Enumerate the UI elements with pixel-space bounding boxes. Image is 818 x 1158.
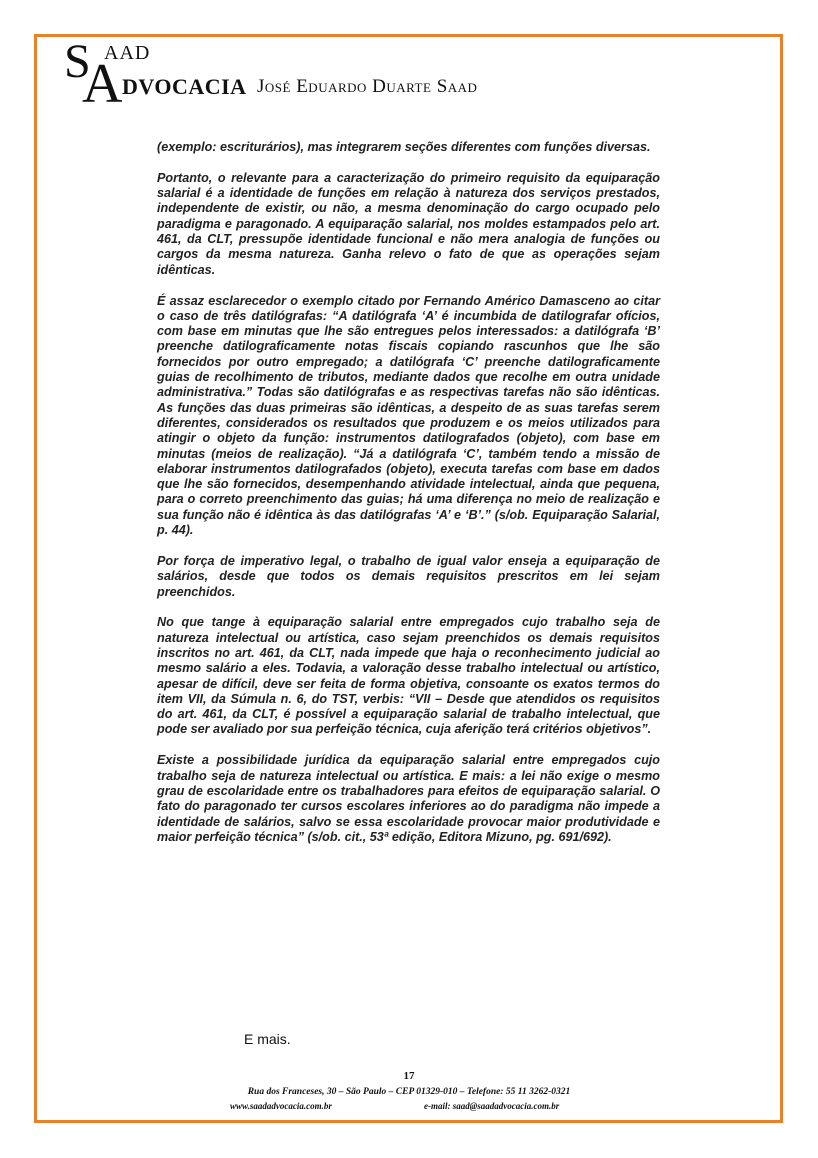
page-number: 17 <box>403 1070 415 1082</box>
logo-monogram-s: S <box>64 35 91 88</box>
letterhead-logo <box>64 35 624 115</box>
footer-email: e-mail: saad@saadadvocacia.com.br <box>424 1101 560 1111</box>
paragraph: (exemplo: escriturários), mas integrarem seções diferentes com funções diversas. <box>157 140 651 154</box>
logo-saad: AAD <box>104 42 151 64</box>
logo-lawyer-name: José Eduardo Duarte Saad <box>257 76 478 97</box>
paragraph: Por força de imperativo legal, o trabalho de igual valor enseja a equiparação de salários, desde que todos os demais requisitos prescritos em lei sejam preenchidos. <box>157 553 660 599</box>
paragraph: Existe a possibilidade jurídica da equiparação salarial entre empregados cujo trabalho seja de natureza intelectual ou artística. E mais: a lei não exige o mesmo grau de escolaridade entre os trabalhadores para efeitos de equiparação salarial. O fato do paragonado ter cursos escolares inferiores ao do paradigma não impede a identidade de salários, salvo se essa escolaridade provocar maior produtividade e maior perfeição técnica” (s/ob. cit., 53ª edição, Editora Mizuno, pg. 691/692). <box>157 753 660 844</box>
paragraph: É assaz esclarecedor o exemplo citado por Fernando Américo Damasceno ao citar o caso de três datilógrafas: “A datilógrafa ‘A’ é incumbida de datilografar ofícios, com base em minutas que lhe são entregues pelos interessados: a datilógrafa ‘B’ preenche datilograficamente notas fiscais copiando rascunhos que lhe são fornecidos por outro empregado; a datilógrafa ‘C’ preenche datilograficamente guias de recolhimento de tributos, mediante dados que recolhe em outra unidade administrativa.” Todas são datilógrafas e as respectivas tarefas não são idênticas. As funções das duas primeiras são idênticas, a despeito de as suas tarefas serem diferentes, considerados os resultados que produzem e os meios utilizados para atingir o objeto da função: instrumentos datilografados (objeto), com base em minutas (meios de realização). “Já a datilógrafa ‘C’, também tendo a missão de elaborar instrumentos datilografados (objeto), executa tarefas com base em dados que lhe são fornecidos, desempenhando atividade intelectual, ainda que pequena, para o correto preenchimento das guias; há uma diferença no meio de realização e sua função não é idêntica às das datilógrafas ‘A’ e ‘B’.” (s/ob. Equiparação Salarial, p. 44). <box>157 293 660 538</box>
footer-address: Rua dos Franceses, 30 – São Paulo – CEP 01329-010 – Telefone: 55 11 3262-0321 <box>247 1087 571 1097</box>
logo-firm-name: DVOCACIA <box>122 74 247 99</box>
paragraph: Portanto, o relevante para a caracterização do primeiro requisito da equiparação salarial é a identidade de funções em relação à natureza dos serviços prestados, independente de existir, ou não, a mesma denominação do cargo ocupado pelo paradigma e paragonado. A equiparação salarial, nos moldes estampados pelo art. 461, da CLT, pressupõe identidade funcional e não mera analogia de funções ou cargos da mesma natureza. Ganha relevo o fato de que as operações sejam idênticas. <box>157 170 660 277</box>
document-body <box>157 140 660 861</box>
logo-monogram-a: A <box>82 53 123 115</box>
footer-website: www.saadadvocacia.com.br <box>230 1101 332 1111</box>
closing-text: E mais. <box>244 1031 291 1047</box>
paragraph: No que tange à equiparação salarial entre empregados cujo trabalho seja de natureza intelectual ou artística, caso sejam preenchidos os demais requisitos inscritos no art. 461, da CLT, nada impede que haja o reconhecimento judicial ao mesmo salário a eles. Todavia, a valoração desse trabalho intelectual ou artístico, apesar de difícil, deve ser feita de forma objetiva, consoante os exatos termos do item VII, da Súmula n. 6, do TST, verbis: “VII – Desde que atendidos os requisitos do art. 461, da CLT, é possível a equiparação salarial de trabalho intelectual, que pode ser avaliado por sua perfeição técnica, cuja aferição terá critérios objetivos”. <box>157 615 660 737</box>
